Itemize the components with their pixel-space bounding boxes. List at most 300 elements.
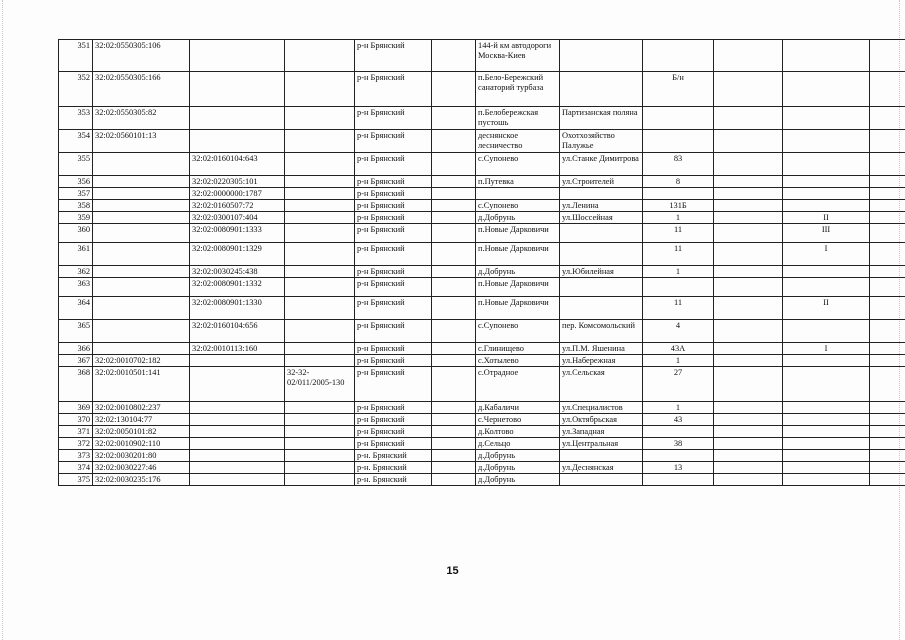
building-cadastral-number: [190, 40, 285, 72]
empty-cell: [432, 212, 476, 224]
district: р-н Брянский: [355, 278, 432, 297]
district: р-н Брянский: [355, 153, 432, 176]
house-number: 38: [643, 438, 714, 450]
cadastral-number: [93, 278, 190, 297]
building-cadastral-number: [190, 130, 285, 153]
settlement: д.Добрунь: [476, 212, 560, 224]
street: Партизанская поляна: [560, 107, 643, 130]
street: ул.Юбилейная: [560, 266, 643, 278]
row-number: 356: [59, 176, 93, 188]
building-cadastral-number: 32:02:0000000:1787: [190, 188, 285, 200]
street: [560, 243, 643, 266]
street: ул.Специалистов: [560, 402, 643, 414]
cadastral-number: 32:02:0030201:80: [93, 450, 190, 462]
street: Охотхозяйство Палужье: [560, 130, 643, 153]
table-row: [59, 153, 905, 176]
settlement: п.Новые Дарковичи: [476, 297, 560, 320]
district: р-н Брянский: [355, 438, 432, 450]
class-category: [783, 200, 870, 212]
building-cadastral-number: 32:02:0080901:1329: [190, 243, 285, 266]
settlement: с.Отрадное: [476, 367, 560, 402]
registration-record: [285, 402, 355, 414]
cadastral-number: 32:02:0550305:106: [93, 40, 190, 72]
table-row: [59, 224, 905, 243]
cadastral-number: [93, 188, 190, 200]
empty-cell: [870, 153, 905, 176]
table-row: [59, 72, 905, 107]
registration-record: [285, 107, 355, 130]
row-number: 363: [59, 278, 93, 297]
house-number: [643, 40, 714, 72]
empty-cell: [714, 462, 783, 474]
empty-cell: [870, 402, 905, 414]
settlement: д.Добрунь: [476, 266, 560, 278]
building-cadastral-number: [190, 107, 285, 130]
empty-cell: [714, 438, 783, 450]
building-cadastral-number: [190, 474, 285, 486]
row-number: 375: [59, 474, 93, 486]
empty-cell: [714, 278, 783, 297]
street: ул.Западная: [560, 426, 643, 438]
table-row: [59, 212, 905, 224]
house-number: 43А: [643, 343, 714, 355]
registration-record: [285, 462, 355, 474]
street: ул.Сельская: [560, 367, 643, 402]
class-category: [783, 462, 870, 474]
empty-cell: [870, 474, 905, 486]
district: р-н Брянский: [355, 297, 432, 320]
district: р-н Брянский: [355, 402, 432, 414]
registration-record: [285, 450, 355, 462]
street: [560, 278, 643, 297]
cadastral-number: [93, 320, 190, 343]
building-cadastral-number: 32:02:0080901:1333: [190, 224, 285, 243]
registration-record: [285, 426, 355, 438]
class-category: [783, 367, 870, 402]
empty-cell: [432, 243, 476, 266]
settlement: д.Кабаличи: [476, 402, 560, 414]
building-cadastral-number: [190, 402, 285, 414]
registration-record: [285, 355, 355, 367]
district: р-н Брянский: [355, 188, 432, 200]
street: ул.Октябрьская: [560, 414, 643, 426]
cadastral-number: 32:02:0560101:13: [93, 130, 190, 153]
building-cadastral-number: 32:02:0300107:404: [190, 212, 285, 224]
table-row: [59, 438, 905, 450]
empty-cell: [714, 367, 783, 402]
page-number: 15: [446, 565, 459, 577]
house-number: [643, 278, 714, 297]
table-row: [59, 320, 905, 343]
settlement: д.Добрунь: [476, 450, 560, 462]
empty-cell: [432, 367, 476, 402]
settlement: с.Супонево: [476, 200, 560, 212]
class-category: [783, 72, 870, 107]
cadastral-number: 32:02:0550305:166: [93, 72, 190, 107]
street: ул.Шоссейная: [560, 212, 643, 224]
street: ул.Деснянская: [560, 462, 643, 474]
empty-cell: [714, 297, 783, 320]
house-number: 131Б: [643, 200, 714, 212]
district: р-н Брянский: [355, 367, 432, 402]
cadastral-number: 32:02:0010702:182: [93, 355, 190, 367]
registration-record: [285, 438, 355, 450]
registration-record: [285, 200, 355, 212]
building-cadastral-number: [190, 450, 285, 462]
registration-record: [285, 188, 355, 200]
class-category: III: [783, 224, 870, 243]
empty-cell: [714, 40, 783, 72]
district: р-н Брянский: [355, 72, 432, 107]
table-row: [59, 200, 905, 212]
empty-cell: [870, 278, 905, 297]
district: р-н Брянский: [355, 266, 432, 278]
row-number: 368: [59, 367, 93, 402]
registration-record: [285, 72, 355, 107]
street: [560, 474, 643, 486]
empty-cell: [432, 188, 476, 200]
district: р-н Брянский: [355, 200, 432, 212]
class-category: II: [783, 212, 870, 224]
row-number: 355: [59, 153, 93, 176]
settlement: п.Бело-Бережский санаторий турбаза: [476, 72, 560, 107]
table-row: [59, 450, 905, 462]
empty-cell: [714, 130, 783, 153]
class-category: [783, 176, 870, 188]
building-cadastral-number: [190, 462, 285, 474]
empty-cell: [870, 343, 905, 355]
row-number: 360: [59, 224, 93, 243]
table-row: [59, 243, 905, 266]
row-number: 361: [59, 243, 93, 266]
district: р-н Брянский: [355, 107, 432, 130]
building-cadastral-number: 32:02:0030245:438: [190, 266, 285, 278]
cadastral-number: [93, 343, 190, 355]
row-number: 351: [59, 40, 93, 72]
house-number: [643, 450, 714, 462]
empty-cell: [870, 320, 905, 343]
cadastral-number: [93, 224, 190, 243]
building-cadastral-number: [190, 355, 285, 367]
table-row: [59, 266, 905, 278]
building-cadastral-number: 32:02:0160104:643: [190, 153, 285, 176]
district: р-н Брянский: [355, 212, 432, 224]
empty-cell: [870, 72, 905, 107]
empty-cell: [432, 426, 476, 438]
cadastral-number: [93, 176, 190, 188]
row-number: 367: [59, 355, 93, 367]
empty-cell: [714, 474, 783, 486]
empty-cell: [870, 176, 905, 188]
street: ул.П.М. Яшенина: [560, 343, 643, 355]
registration-record: [285, 297, 355, 320]
house-number: 11: [643, 297, 714, 320]
class-category: [783, 278, 870, 297]
empty-cell: [432, 40, 476, 72]
street: [560, 450, 643, 462]
district: р-н Брянский: [355, 426, 432, 438]
class-category: [783, 107, 870, 130]
cadastral-number: [93, 153, 190, 176]
class-category: [783, 402, 870, 414]
registration-record: [285, 474, 355, 486]
settlement: 144-й км автодороги Москва-Киев: [476, 40, 560, 72]
street: ул.Набережная: [560, 355, 643, 367]
building-cadastral-number: [190, 438, 285, 450]
cadastral-number: 32:02:130104:77: [93, 414, 190, 426]
empty-cell: [432, 130, 476, 153]
street: [560, 40, 643, 72]
registration-record: [285, 320, 355, 343]
settlement: д.Колтово: [476, 426, 560, 438]
row-number: 358: [59, 200, 93, 212]
cadastral-number: 32:02:0010802:237: [93, 402, 190, 414]
empty-cell: [432, 153, 476, 176]
street: пер. Комсомольский: [560, 320, 643, 343]
district: р-н Брянский: [355, 355, 432, 367]
class-category: [783, 450, 870, 462]
registration-record: [285, 176, 355, 188]
empty-cell: [870, 266, 905, 278]
empty-cell: [714, 107, 783, 130]
cadastral-number: 32:02:0010902:110: [93, 438, 190, 450]
registration-record: [285, 414, 355, 426]
empty-cell: [870, 107, 905, 130]
building-cadastral-number: 32:02:0080901:1332: [190, 278, 285, 297]
row-number: 366: [59, 343, 93, 355]
empty-cell: [714, 200, 783, 212]
empty-cell: [714, 426, 783, 438]
registration-record: [285, 266, 355, 278]
empty-cell: [432, 278, 476, 297]
registration-record: [285, 278, 355, 297]
building-cadastral-number: [190, 414, 285, 426]
building-cadastral-number: 32:02:0220305:101: [190, 176, 285, 188]
empty-cell: [432, 107, 476, 130]
building-cadastral-number: 32:02:0010113:160: [190, 343, 285, 355]
district: р-н Брянский: [355, 224, 432, 243]
empty-cell: [432, 474, 476, 486]
row-number: 359: [59, 212, 93, 224]
house-number: 1: [643, 266, 714, 278]
registration-record: [285, 153, 355, 176]
empty-cell: [432, 450, 476, 462]
street: ул.Центральная: [560, 438, 643, 450]
empty-cell: [714, 224, 783, 243]
table-row: [59, 176, 905, 188]
empty-cell: [714, 212, 783, 224]
district: р-н Брянский: [355, 243, 432, 266]
cadastral-number: [93, 266, 190, 278]
settlement: с.Чернетово: [476, 414, 560, 426]
building-cadastral-number: [190, 367, 285, 402]
table-row: [59, 355, 905, 367]
registration-record: [285, 343, 355, 355]
scan-edge-left: [2, 0, 4, 640]
registration-record: [285, 130, 355, 153]
row-number: 374: [59, 462, 93, 474]
cadastral-number: [93, 200, 190, 212]
class-category: [783, 438, 870, 450]
building-cadastral-number: [190, 72, 285, 107]
row-number: 373: [59, 450, 93, 462]
empty-cell: [870, 462, 905, 474]
empty-cell: [714, 355, 783, 367]
house-number: 27: [643, 367, 714, 402]
registration-record: 32-32-02/011/2005-130: [285, 367, 355, 402]
class-category: [783, 266, 870, 278]
district: р-н Брянский: [355, 320, 432, 343]
empty-cell: [432, 355, 476, 367]
registration-record: [285, 212, 355, 224]
empty-cell: [714, 72, 783, 107]
district: р-н Брянский: [355, 176, 432, 188]
row-number: 353: [59, 107, 93, 130]
empty-cell: [432, 438, 476, 450]
table-row: [59, 40, 905, 72]
empty-cell: [870, 212, 905, 224]
empty-cell: [870, 224, 905, 243]
empty-cell: [432, 176, 476, 188]
house-number: 1: [643, 402, 714, 414]
table-row: [59, 367, 905, 402]
empty-cell: [432, 72, 476, 107]
settlement: п.Новые Дарковичи: [476, 278, 560, 297]
house-number: [643, 107, 714, 130]
table-row: [59, 343, 905, 355]
house-number: [643, 188, 714, 200]
row-number: 369: [59, 402, 93, 414]
settlement: с.Супонево: [476, 153, 560, 176]
empty-cell: [714, 188, 783, 200]
settlement: с.Глинищево: [476, 343, 560, 355]
house-number: Б/н: [643, 72, 714, 107]
settlement: с.Хотылево: [476, 355, 560, 367]
empty-cell: [714, 153, 783, 176]
empty-cell: [870, 297, 905, 320]
building-cadastral-number: 32:02:0080901:1330: [190, 297, 285, 320]
cadastral-number: 32:02:0550305:82: [93, 107, 190, 130]
empty-cell: [870, 438, 905, 450]
registration-record: [285, 224, 355, 243]
empty-cell: [714, 320, 783, 343]
table-row: [59, 297, 905, 320]
district: р-н Брянский: [355, 40, 432, 72]
district: р-н Брянский: [355, 343, 432, 355]
house-number: 4: [643, 320, 714, 343]
house-number: 13: [643, 462, 714, 474]
cadastral-number: 32:02:0030227:46: [93, 462, 190, 474]
house-number: 1: [643, 212, 714, 224]
registration-record: [285, 243, 355, 266]
empty-cell: [870, 243, 905, 266]
district: р-н. Брянский: [355, 450, 432, 462]
class-category: I: [783, 343, 870, 355]
class-category: [783, 153, 870, 176]
street: ул.Станке Димитрова: [560, 153, 643, 176]
house-number: 11: [643, 224, 714, 243]
settlement: п.Новые Дарковичи: [476, 224, 560, 243]
empty-cell: [714, 266, 783, 278]
district: р-н. Брянский: [355, 474, 432, 486]
table-row: [59, 107, 905, 130]
empty-cell: [432, 320, 476, 343]
empty-cell: [432, 414, 476, 426]
empty-cell: [870, 426, 905, 438]
house-number: [643, 426, 714, 438]
building-cadastral-number: 32:02:0160104:656: [190, 320, 285, 343]
class-category: [783, 188, 870, 200]
empty-cell: [714, 176, 783, 188]
class-category: [783, 474, 870, 486]
class-category: I: [783, 243, 870, 266]
table-row: [59, 414, 905, 426]
class-category: [783, 426, 870, 438]
settlement: п.Новые Дарковичи: [476, 243, 560, 266]
empty-cell: [870, 40, 905, 72]
class-category: [783, 414, 870, 426]
empty-cell: [432, 297, 476, 320]
empty-cell: [714, 343, 783, 355]
row-number: 370: [59, 414, 93, 426]
street: [560, 297, 643, 320]
street: ул.Строителей: [560, 176, 643, 188]
row-number: 354: [59, 130, 93, 153]
registration-record: [285, 40, 355, 72]
table-row: [59, 278, 905, 297]
house-number: 1: [643, 355, 714, 367]
empty-cell: [870, 414, 905, 426]
table-row: [59, 402, 905, 414]
settlement: деснянское лесничество: [476, 130, 560, 153]
empty-cell: [870, 200, 905, 212]
empty-cell: [870, 367, 905, 402]
district: р-н Брянский: [355, 130, 432, 153]
cadastral-number: [93, 243, 190, 266]
house-number: 11: [643, 243, 714, 266]
street: ул.Ленина: [560, 200, 643, 212]
settlement: п.Путевка: [476, 176, 560, 188]
house-number: 43: [643, 414, 714, 426]
street: [560, 188, 643, 200]
building-cadastral-number: 32:02:0160507:72: [190, 200, 285, 212]
settlement: д.Добрунь: [476, 462, 560, 474]
house-number: [643, 474, 714, 486]
empty-cell: [432, 402, 476, 414]
empty-cell: [432, 224, 476, 243]
table-row: [59, 130, 905, 153]
class-category: [783, 40, 870, 72]
house-number: [643, 130, 714, 153]
settlement: п.Белобережская пустошь: [476, 107, 560, 130]
district: р-н. Брянский: [355, 462, 432, 474]
table-row: [59, 462, 905, 474]
row-number: 365: [59, 320, 93, 343]
building-cadastral-number: [190, 426, 285, 438]
settlement: д.Сельцо: [476, 438, 560, 450]
empty-cell: [714, 243, 783, 266]
cadastral-number: 32:02:0030235:176: [93, 474, 190, 486]
house-number: 8: [643, 176, 714, 188]
cadastral-number: [93, 297, 190, 320]
street: [560, 224, 643, 243]
empty-cell: [714, 414, 783, 426]
settlement: [476, 188, 560, 200]
settlement: д.Добрунь: [476, 474, 560, 486]
row-number: 371: [59, 426, 93, 438]
empty-cell: [714, 450, 783, 462]
empty-cell: [870, 450, 905, 462]
